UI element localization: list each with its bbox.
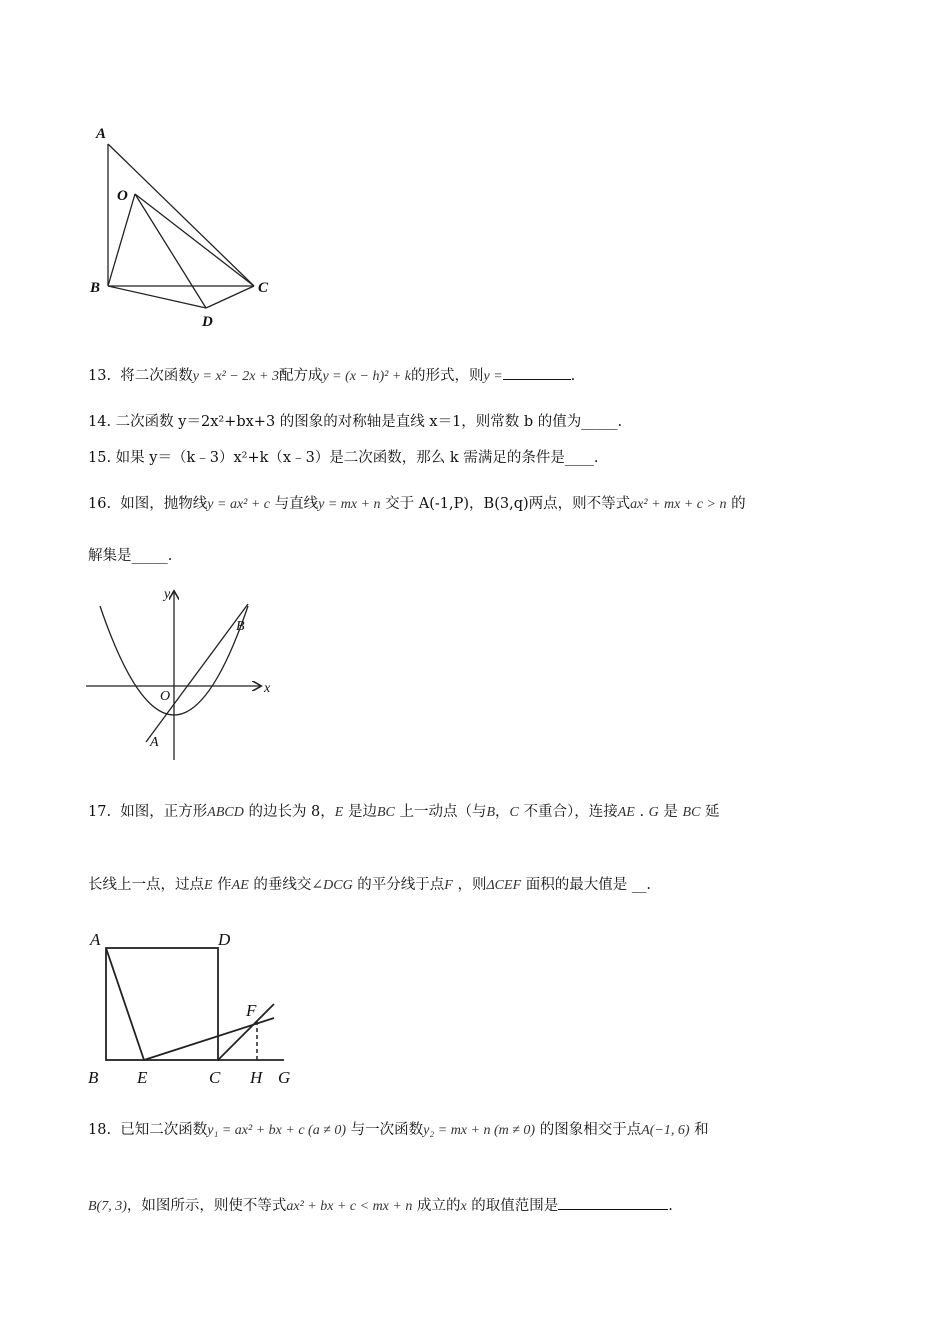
question-text: . [639, 804, 645, 820]
question-text: 作 [217, 877, 232, 893]
figure-square-abcd [80, 925, 310, 1090]
question-text: 15. 如果 y＝（k﹣3）x²+k（x﹣3）是二次函数，那么 k 需满足的条件是____. [88, 450, 599, 466]
label-o: O [117, 188, 128, 204]
math-expression: BC [682, 805, 701, 820]
seg-bd [108, 286, 206, 308]
math-expression: A(−1, 6) [641, 1123, 690, 1138]
question-text: 解集是_____. [88, 548, 173, 564]
math-expression: E [334, 805, 344, 820]
question-text: ，则 [457, 877, 487, 893]
math-expression: BC [376, 805, 395, 820]
label-e: E [137, 1068, 148, 1087]
math-expression: AE [617, 805, 635, 820]
figure-parabola-line [80, 580, 290, 765]
figure-triangle-abc [80, 118, 280, 333]
question-16 [88, 494, 746, 515]
label-b: B [90, 280, 101, 296]
label-c: C [258, 280, 269, 296]
math-expression: x [460, 1199, 467, 1214]
label-b: B [88, 1068, 99, 1087]
question-text: 的边长为 8， [248, 804, 335, 820]
question-text: 的垂线交 [253, 877, 312, 893]
question-number: 18. [88, 1122, 112, 1138]
question-text: 交于 A(-1,P)，B(3,q)两点，则不等式 [385, 496, 631, 512]
label-a: A [150, 735, 159, 750]
question-text: 如图，抛物线 [120, 496, 208, 512]
straight-line [146, 604, 248, 742]
seg-ae [106, 948, 144, 1060]
question-15 [88, 448, 598, 468]
question-text: 与一次函数 [350, 1122, 424, 1138]
label-a: A [96, 126, 107, 142]
label-d: D [202, 314, 213, 330]
math-expression: y₁ = ax² + bx + c (a ≠ 0) [207, 1123, 347, 1138]
question-18-line-2 [88, 1195, 673, 1217]
question-13 [88, 365, 575, 387]
question-text: 已知二次函数 [120, 1122, 208, 1138]
question-text: 14. 二次函数 y＝2x²+bx+3 的图象的对称轴是直线 x＝1，则常数 b 的值为_____. [88, 414, 623, 430]
math-expression: y = ax² + c [207, 497, 271, 512]
math-expression: F [444, 878, 453, 893]
math-expression: C [509, 805, 519, 820]
question-number: 13. [88, 368, 112, 384]
question-text: 是 [663, 804, 678, 820]
question-number: 17. [88, 804, 112, 820]
answer-blank[interactable] [558, 1195, 668, 1210]
math-expression: y = mx + n [318, 497, 381, 512]
math-expression: y = (x − h)² + k [322, 369, 411, 384]
math-expression: ∠DCG [311, 878, 353, 893]
label-c: C [209, 1068, 221, 1087]
question-text: 成立的 [416, 1198, 461, 1214]
question-text: 面积的最大值是 __. [525, 877, 651, 893]
question-text: 的取值范围是 [471, 1198, 559, 1214]
question-text: ，如图所示，则使不等式 [126, 1198, 287, 1214]
question-14 [88, 412, 622, 432]
question-text: 长线上一点，过点 [88, 877, 204, 893]
math-expression: E [204, 878, 213, 893]
label-o: O [160, 689, 171, 704]
label-y: y [164, 587, 171, 602]
square-abcd [106, 948, 218, 1060]
math-expression: ax² + bx + c < mx + n [286, 1199, 413, 1214]
seg-oc [135, 194, 254, 286]
math-expression: y = [483, 369, 503, 384]
question-number: 16. [88, 496, 112, 512]
question-text: ， [495, 804, 510, 820]
label-x: x [264, 681, 271, 696]
math-expression: B(7, 3) [88, 1199, 127, 1214]
label-d: D [218, 930, 231, 949]
question-text: 是边 [347, 804, 377, 820]
math-expression: ΔCEF [486, 878, 522, 893]
label-b: B [236, 619, 245, 634]
label-g: G [278, 1068, 291, 1087]
label-h: H [250, 1068, 263, 1087]
seg-ob [108, 194, 135, 286]
math-expression: y₂ = mx + n (m ≠ 0) [423, 1123, 536, 1138]
label-f: F [246, 1001, 257, 1020]
question-17-line-2 [88, 875, 651, 896]
question-text: 如图，正方形 [120, 804, 208, 820]
label-a: A [90, 930, 101, 949]
question-text: 和 [694, 1122, 709, 1138]
question-text: 延 [705, 804, 720, 820]
question-text: 的平分线于点 [357, 877, 445, 893]
question-18 [88, 1120, 709, 1141]
question-text: 与直线 [274, 496, 319, 512]
question-text: 的形式，则 [410, 368, 484, 384]
question-text: 配方成 [278, 368, 323, 384]
seg-od [135, 194, 206, 308]
question-text: 不重合），连接 [523, 804, 618, 820]
question-17 [88, 802, 720, 823]
math-expression: G [648, 805, 659, 820]
question-text: 的图象相交于点 [539, 1122, 642, 1138]
math-expression: ax² + mx + c > n [630, 497, 727, 512]
seg-ac [108, 144, 254, 286]
question-text: 上一动点（与 [399, 804, 487, 820]
seg-dc [206, 286, 254, 308]
answer-blank[interactable] [503, 365, 571, 380]
question-text: . [570, 368, 576, 384]
math-expression: B [486, 805, 496, 820]
math-expression: AE [231, 878, 249, 893]
math-expression: ABCD [207, 805, 244, 820]
question-text: 的 [731, 496, 746, 512]
question-text: . [668, 1198, 673, 1214]
question-16-line-2 [88, 546, 172, 566]
math-expression: y = x² − 2x + 3 [192, 369, 279, 384]
question-text: 将二次函数 [120, 368, 193, 384]
